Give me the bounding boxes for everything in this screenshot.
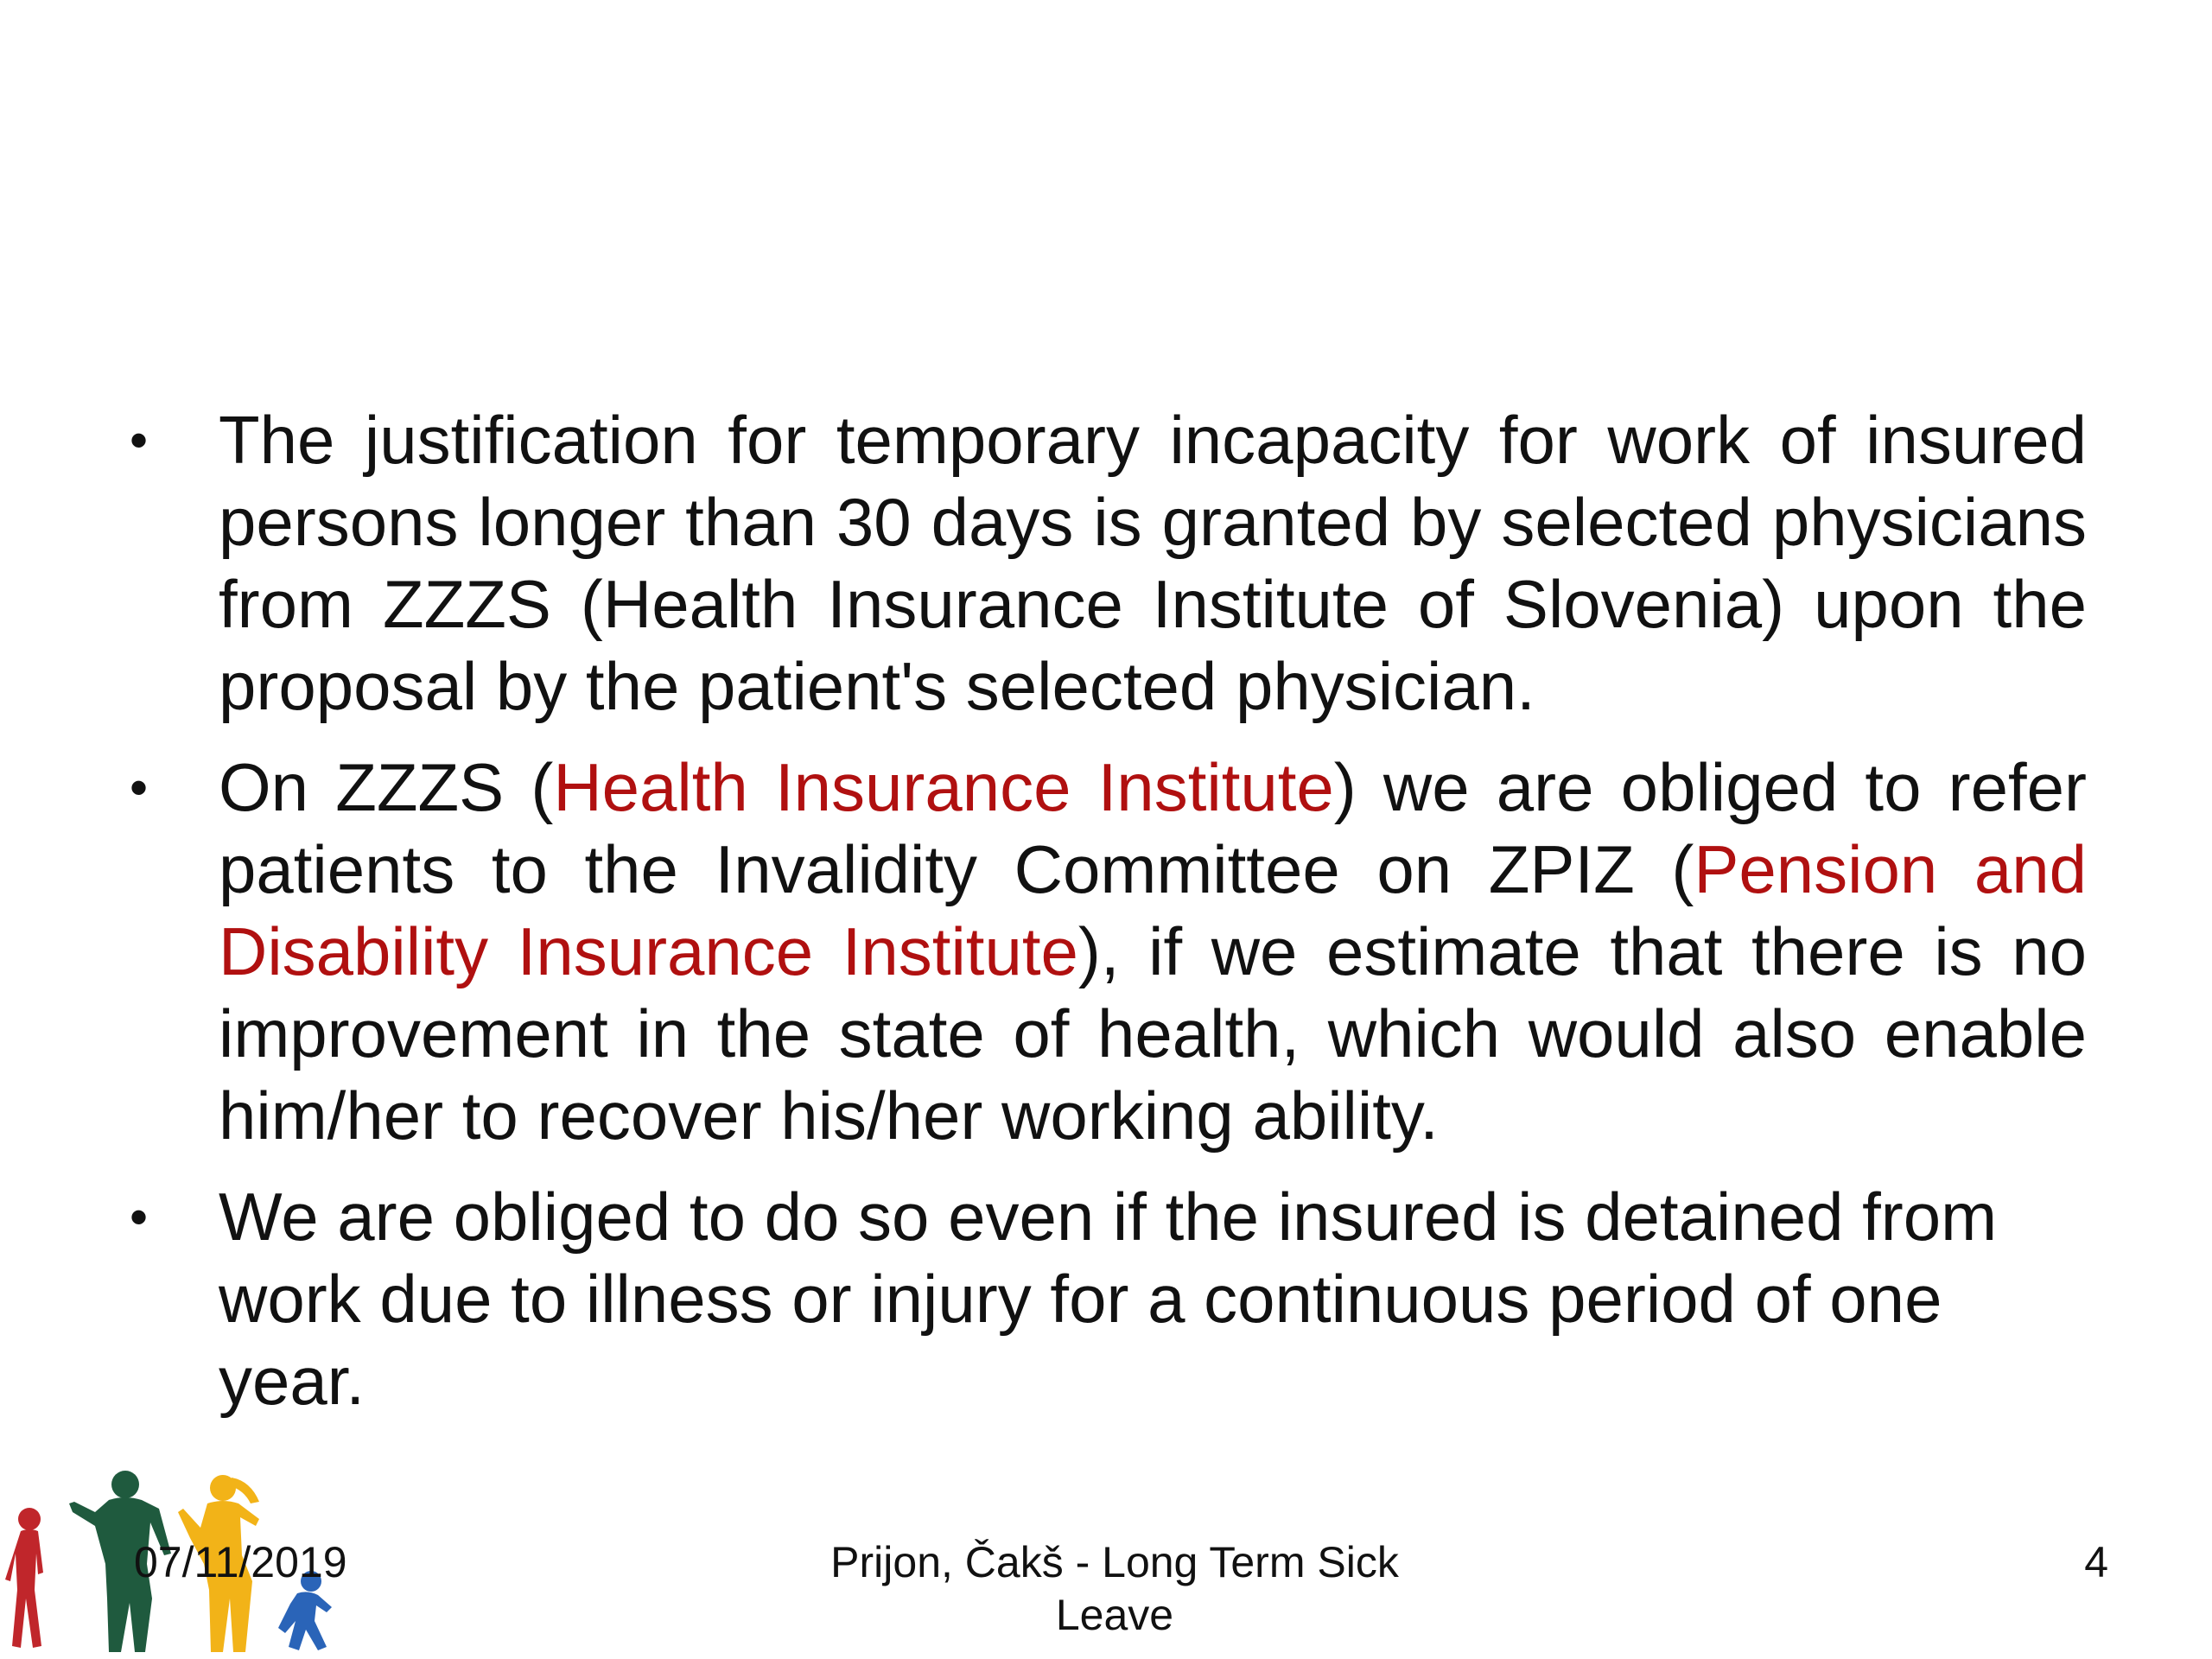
bullet-list [125,399,2087,1441]
bullet-1-text: The justification for temporary incapacity for work of insured persons longer than 30 days is granted by selected physicians from ZZZS (Health Insurance Institute of Slovenia) upon the proposal by the patient's selected physician. [219,402,2087,724]
bullet-2-text-a: On ZZZS ( [219,749,554,825]
bullet-2-highlight-zpiz: Pension and Disability Insurance Institute [219,831,2088,989]
bullet-2-text-b: ) we are obliged to refer patients to the Invalidity Committee on ZPIZ ( [219,749,2087,907]
footer-date: 07/11/2019 [134,1538,347,1586]
bullet-2-text-c: ), if we estimate that there is no improvement in the state of health, which would also enable him/her to recover his/her working ability. [219,913,2088,1154]
footer-page-number: 4 [2084,1538,2108,1586]
red-figure-icon [5,1508,43,1648]
bullet-marker: • [130,411,149,469]
bullet-marker: • [130,759,149,817]
bullet-2-highlight-zzzs: Health Insurance Institute [553,749,1334,825]
bullet-marker: • [130,1188,149,1246]
footer-title: Prijon, Čakš - Long Term Sick Leave [830,1538,1399,1639]
bullet-3-text: We are obliged to do so even if the insured is detained from work due to illness or injury for a continuous period of one year. [219,1179,1998,1419]
bullet-item-2 [125,747,2087,1157]
bullet-item-3 [125,1176,2087,1422]
bullet-item-1 [125,399,2087,728]
